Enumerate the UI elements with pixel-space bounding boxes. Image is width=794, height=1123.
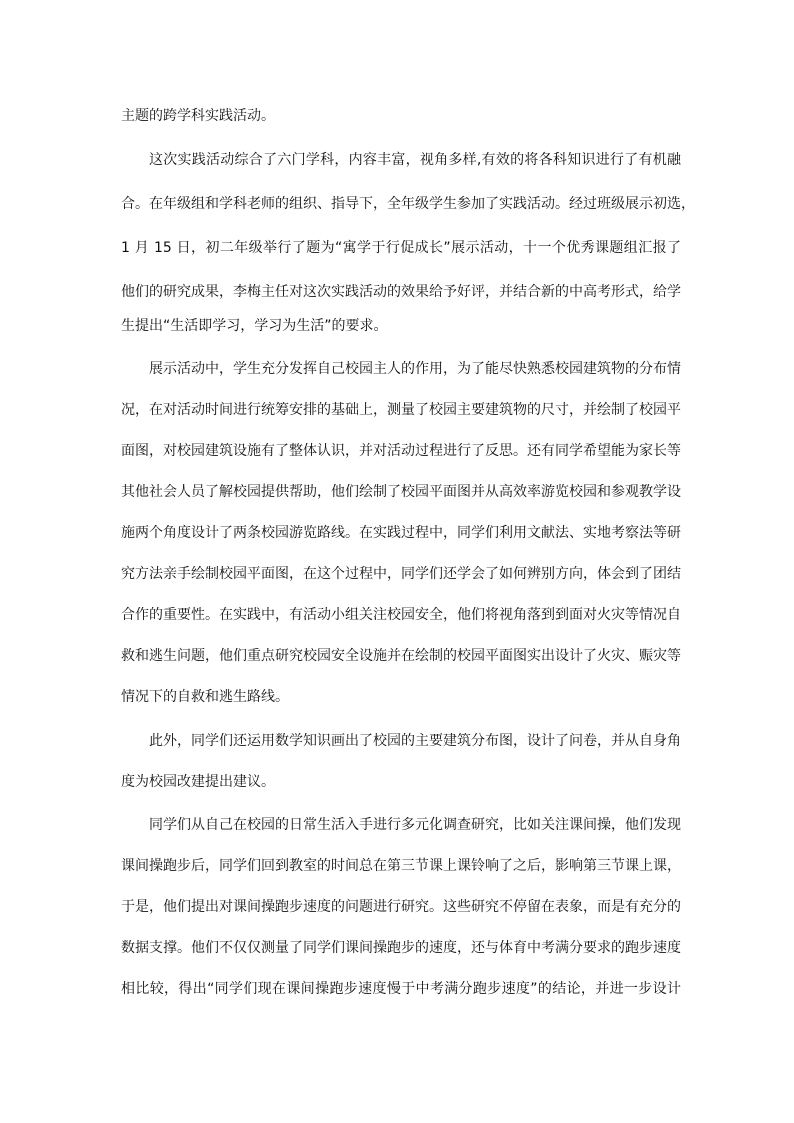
paragraph-line: 数据支撑。他们不仅仅测量了同学们课间操跑步的速度，还与体育中考满分要求的跑步速度 <box>121 940 681 956</box>
paragraph-line: 情况下的自救和逃生路线。 <box>121 689 289 705</box>
paragraph-line: 究方法亲手绘制校园平面图，在这个过程中，同学们还学会了如何辨别方向，体会到了团结 <box>121 566 681 582</box>
paragraph-line: 1 月 15 日，初二年级举行了题为“寓学于行促成长”展示活动，十一个优秀课题组汇报了 <box>121 240 681 256</box>
paragraph-line: 主题的跨学科实践活动。 <box>121 108 275 124</box>
paragraph-line: 展示活动中，学生充分发挥自己校园主人的作用，为了能尽快熟悉校园建筑物的分布情 <box>149 361 681 377</box>
paragraph-line: 其他社会人员了解校园提供帮助，他们绘制了校园平面图并从高效率游览校园和参观教学设 <box>121 484 681 500</box>
paragraph-line: 施两个角度设计了两条校园游览路线。在实践过程中，同学们利用文献法、实地考察法等研 <box>121 525 681 541</box>
paragraph-line: 同学们从自己在校园的日常生活入手进行多元化调查研究，比如关注课间操，他们发现 <box>149 817 681 833</box>
paragraph-line: 课间操跑步后，同学们回到教室的时间总在第三节课上课铃响了之后，影响第三节课上课， <box>121 858 681 874</box>
paragraph-line: 于是，他们提出对课间操跑步速度的问题进行研究。这些研究不停留在表象，而是有充分的 <box>121 899 681 915</box>
paragraph-line: 生提出“生活即学习，学习为生活”的要求。 <box>121 318 388 334</box>
paragraph-line: 合作的重要性。在实践中，有活动小组关注校园安全，他们将视角落到到面对火灾等情况自 <box>121 607 681 623</box>
paragraph-line: 度为校园改建提出建议。 <box>121 774 275 790</box>
paragraph-line: 救和逃生问题，他们重点研究校园安全设施并在绘制的校园平面图实出设计了火灾、赈灾等 <box>121 648 681 664</box>
paragraph-line: 此外，同学们还运用数学知识画出了校园的主要建筑分布图，设计了问卷，并从自身角 <box>149 733 681 749</box>
paragraph-line: 况，在对活动时间进行统筹安排的基础上，测量了校园主要建筑物的尺寸，并绘制了校园平 <box>121 402 681 418</box>
paragraph-line: 他们的研究成果，李梅主任对这次实践活动的效果给予好评，并结合新的中高考形式，给学 <box>121 284 681 300</box>
paragraph-line: 相比较，得出“同学们现在课间操跑步速度慢于中考满分跑步速度”的结论，并进一步设计 <box>121 981 681 997</box>
paragraph-line: 面图，对校园建筑设施有了整体认识，并对活动过程进行了反思。还有同学希望能为家长等 <box>121 443 681 459</box>
paragraph-line: 这次实践活动综合了六门学科，内容丰富，视角多样,有效的将各科知识进行了有机融 <box>149 152 681 168</box>
paragraph-line: 合。在年级组和学科老师的组织、指导下，全年级学生参加了实践活动。经过班级展示初选， <box>121 196 695 212</box>
